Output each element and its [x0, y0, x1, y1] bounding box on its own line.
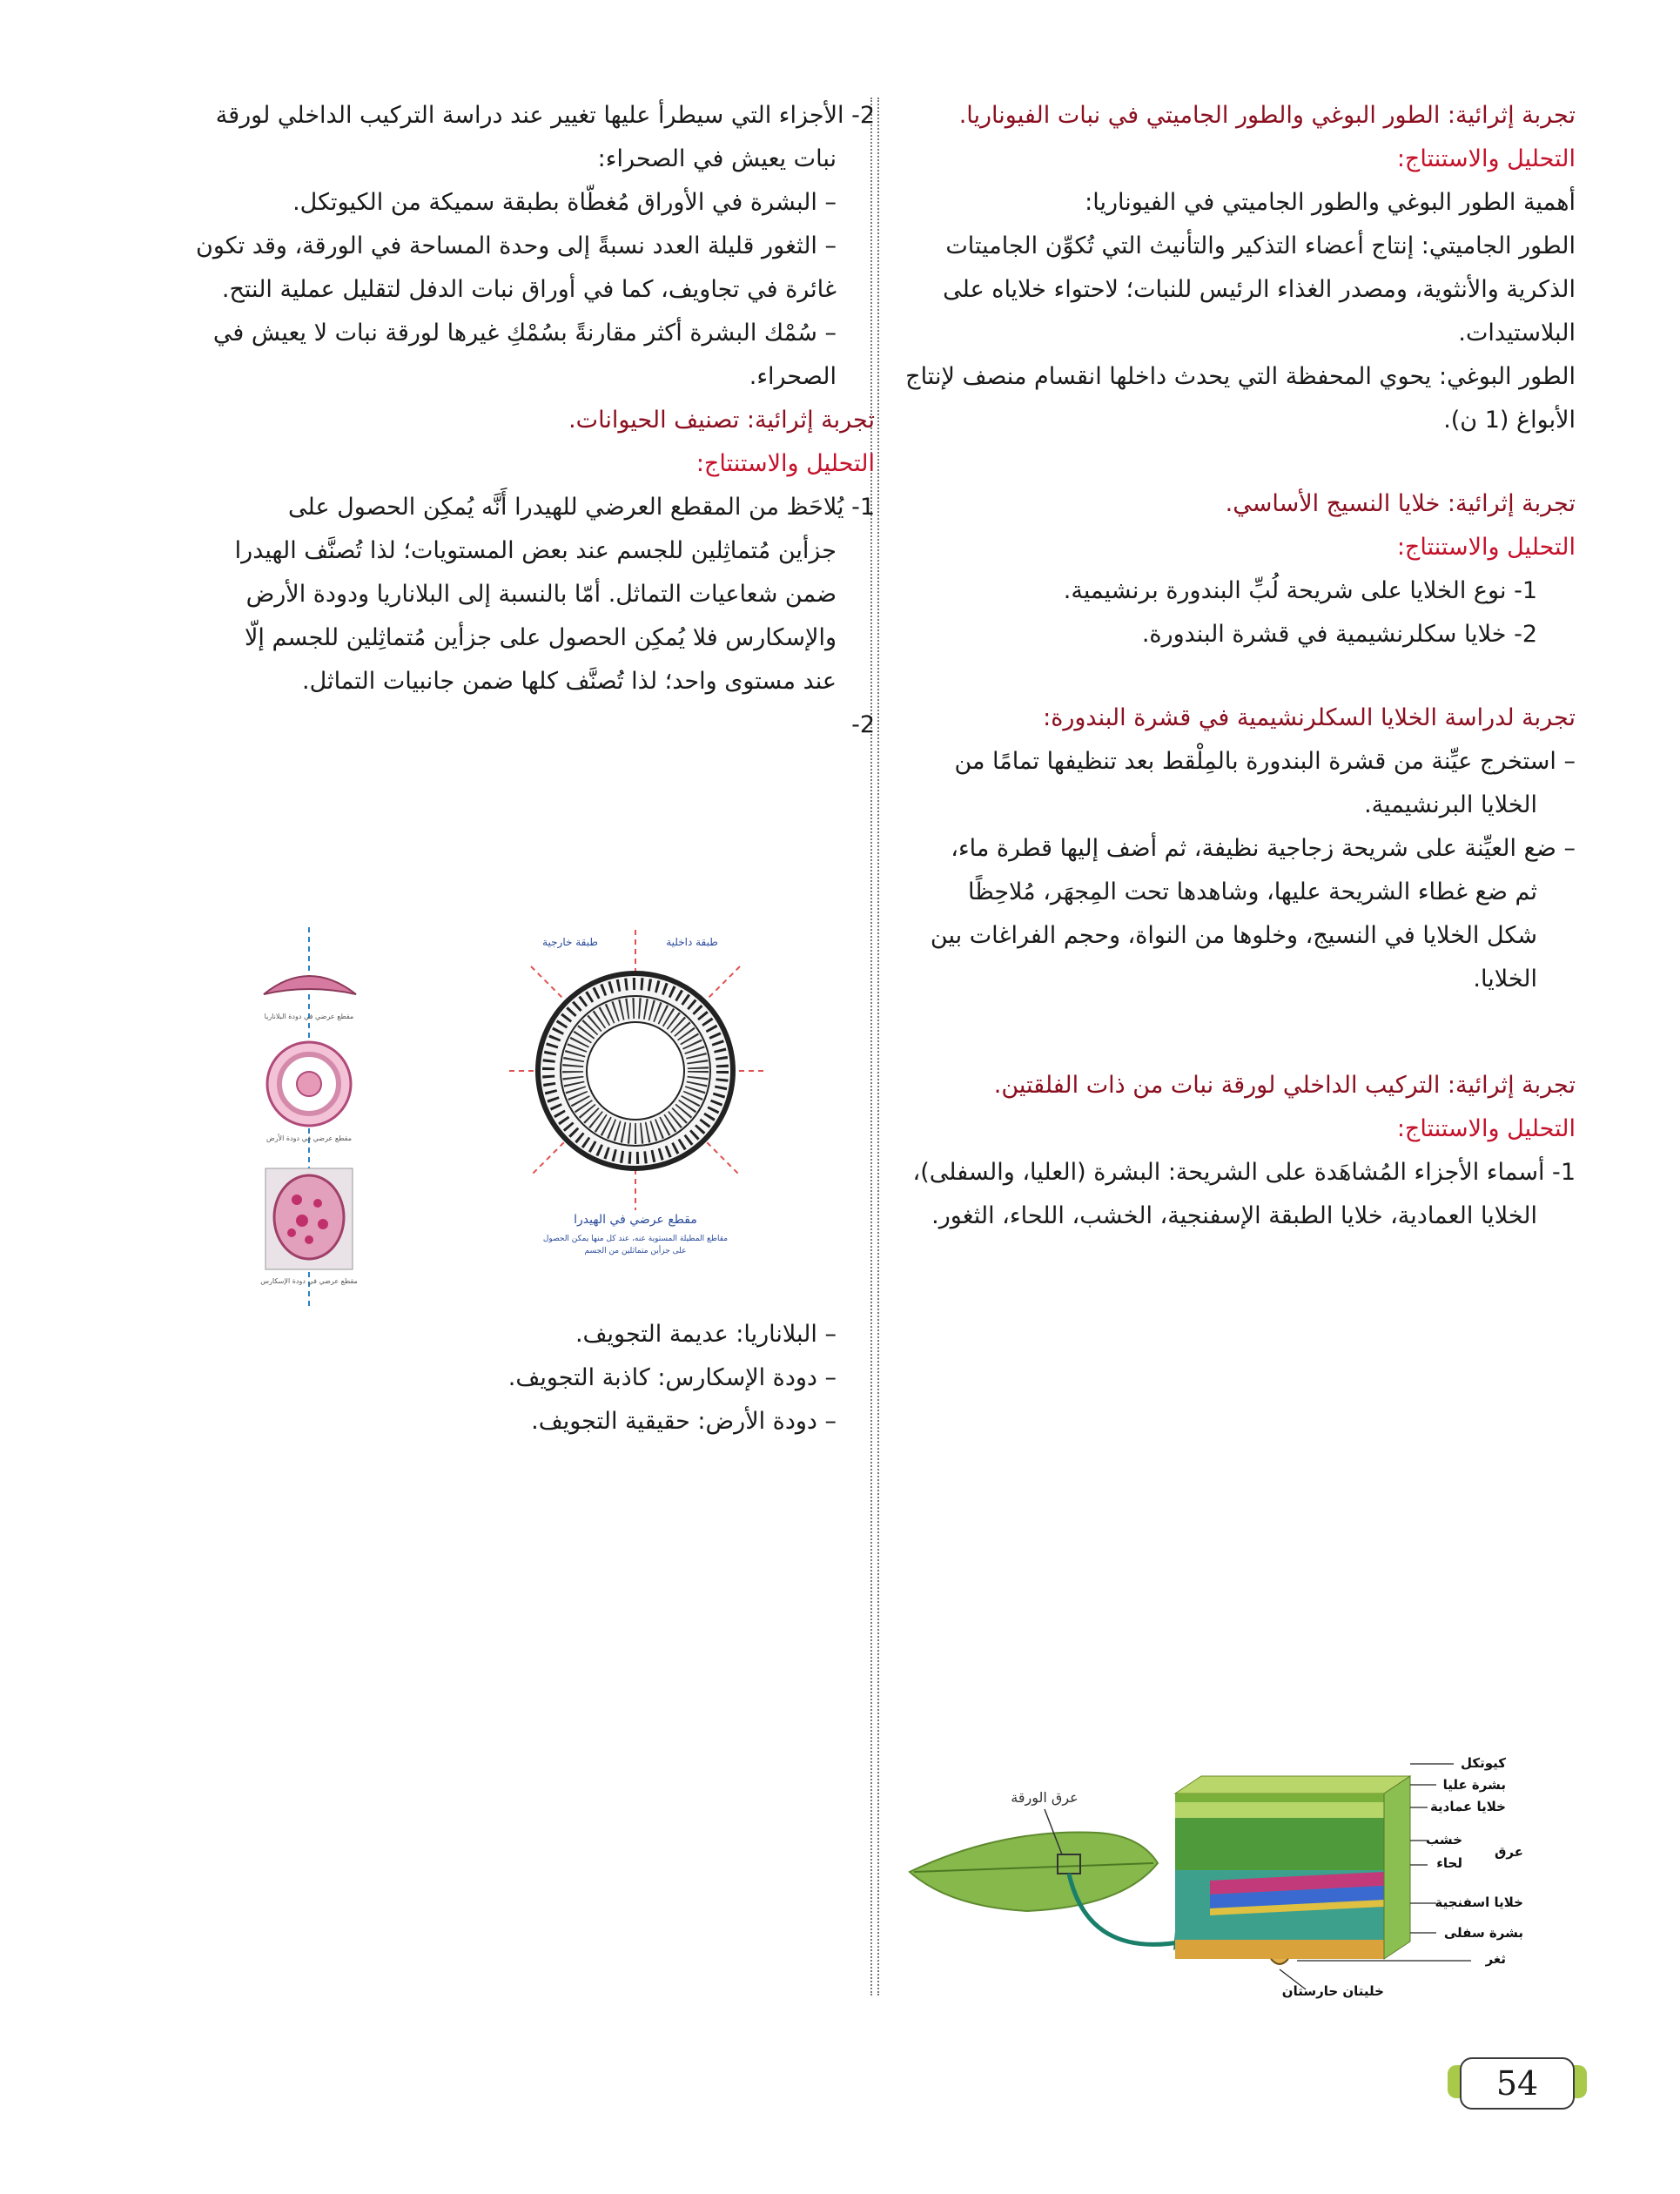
leaf-cross-section-block [1175, 1776, 1410, 1964]
text-line: الخلايا. [1473, 966, 1537, 993]
text-line: جزأين مُتماثِلين للجسم عند بعض المستويات؛ لذا تُصنَّف الهيدرا [234, 537, 837, 564]
text-line: ثم ضع غطاء الشريحة عليها، وشاهدها تحت المِجهَر، مُلاحِظًا [967, 878, 1537, 905]
list-item: – دودة الإسكارس: كاذبة التجويف. [507, 1364, 837, 1391]
phloem-label: لحاء [1436, 1855, 1462, 1871]
text-line: – الثغور قليلة العدد نسبةً إلى وحدة المساحة في الورقة، وقد تكون [195, 232, 837, 259]
text-line: – سُمْك البشرة أكثر مقارنةً بسُمْكِ غيرها لورقة نبات لا يعيش في [212, 320, 837, 347]
planaria-caption: مقطع عرضي في دودة البلاناريا [264, 1013, 354, 1020]
text-line: 1- يُلاحَظ من المقطع العرضي للهيدرا أَنَّه يُمكِن الحصول على [288, 494, 875, 521]
text-line: نبات يعيش في الصحراء: [597, 145, 837, 172]
section-title: تجربة إثرائية: الطور البوغي والطور الجاميتي في نبات الفيوناريا. [958, 102, 1576, 129]
list-item: – دودة الأرض: حقيقية التجويف. [531, 1408, 837, 1435]
page-number: 54 [1460, 2057, 1575, 2110]
outer-layer-label: طبقة خارجية [542, 936, 598, 948]
text-line: الأبواغ (1 ن). [1443, 407, 1576, 434]
upper-epidermis-label: بشرة عليا [1442, 1777, 1506, 1793]
text-line: الخلايا البرنشيمية. [1364, 791, 1537, 818]
analysis-heading: التحليل والاستنتاج: [1396, 1115, 1576, 1142]
text-line: 1- نوع الخلايا على شريحة لُبِّ البندورة برنشيمية. [1063, 577, 1537, 604]
list-item: – البلاناريا: عديمة التجويف. [575, 1321, 837, 1348]
planaria-section [264, 976, 356, 994]
palisade-label: خلايا عمادية [1429, 1799, 1506, 1814]
text-line: 1- أسماء الأجزاء المُشاهَدة على الشريحة: البشرة (العليا، والسفلى)، [912, 1159, 1576, 1186]
gastrovascular-cavity [587, 1022, 684, 1120]
text-line: – ضع العيِّنة على شريحة زجاجية نظيفة، ثم أضف إليها قطرة ماء، [951, 835, 1576, 862]
analysis-heading: التحليل والاستنتاج: [696, 450, 875, 477]
coelom-list [161, 1313, 875, 1444]
analysis-heading: التحليل والاستنتاج: [1396, 145, 1576, 172]
text-line: 2- خلايا سكلرنشيمية في قشرة البندورة. [1141, 621, 1537, 648]
text-line: الطور البوغي: يحوي المحفظة التي يحدث داخلها انقسام منصف لإنتاج [905, 363, 1576, 390]
vein-label: عرق الورقة [1011, 1789, 1079, 1806]
text-line: البلاستيدات. [1458, 320, 1576, 347]
xylem-label: خشب [1426, 1832, 1462, 1847]
stoma-label: ثغر [1485, 1951, 1506, 1967]
text-line: شكل الخلايا في النسيج، وخلوها من النواة، وحجم الفراغات بين [930, 922, 1537, 949]
lower-epidermis-layer [1175, 1940, 1384, 1959]
text-line: والإسكارس فلا يُمكِن الحصول على جزأين مُتماثِلين للجسم إلّا [245, 624, 837, 651]
upper-epidermis-layer [1175, 1802, 1384, 1818]
cuticle-layer [1175, 1794, 1384, 1802]
guard-cells-label: خليتان حارستان [1281, 1983, 1384, 1999]
inner-layer-label: طبقة داخلية [666, 936, 718, 948]
left-column [161, 94, 875, 747]
text-line: 2- الأجزاء التي سيطرأ عليها تغيير عند دراسة التركيب الداخلي لورقة [215, 102, 875, 129]
figure-marker: 2- [851, 711, 875, 738]
text-line: الطور الجاميتي: إنتاج أعضاء التذكير والتأنيث التي تُكوِّن الجاميتات [945, 232, 1576, 259]
text-line: ضمن شعاعيات التماثل. أمّا بالنسبة إلى البلاناريا ودودة الأرض [245, 581, 837, 608]
ascaris-section [274, 1175, 344, 1259]
cuticle-label: كيوتكل [1461, 1755, 1506, 1771]
ascaris-caption: مقطع عرضي في دودة الإسكارس [260, 1277, 358, 1285]
hydra-caption: مقطع عرضي في الهيدرا [574, 1213, 697, 1227]
section-title: تجربة إثرائية: خلايا النسيج الأساسي. [1225, 490, 1576, 517]
section-title: تجربة إثرائية: التركيب الداخلي لورقة نبات من ذات الفلقتين. [993, 1072, 1576, 1099]
lower-epidermis-label: بشرة سفلى [1443, 1925, 1523, 1941]
text-line: غائرة في تجاويف، كما في أوراق نبات الدفل لتقليل عملية النتح. [221, 276, 837, 303]
hydra-note: على جزأين متماثلين من الجسم [584, 1247, 687, 1255]
text-line: عند مستوى واحد؛ لذا تُصنَّف كلها ضمن جانبيات التماثل. [302, 668, 837, 695]
text-line: الذكرية والأنثوية، ومصدر الغذاء الرئيس للنبات؛ لاحتواء خلاياه على [943, 276, 1576, 303]
earthworm-caption: مقطع عرضي في دودة الأرض [266, 1134, 352, 1142]
palisade-layer [1175, 1818, 1384, 1870]
vein-block-label: عرق [1495, 1844, 1523, 1860]
hydra-cross-section-figure [505, 923, 862, 1289]
section-title: تجربة إثرائية: تصنيف الحيوانات. [568, 407, 875, 434]
analysis-heading: التحليل والاستنتاج: [1396, 534, 1576, 561]
text-line: أهمية الطور البوغي والطور الجاميتي في الفيوناريا: [1085, 189, 1576, 216]
text-line: الخلايا العمادية، خلايا الطبقة الإسفنجية، الخشب، اللحاء، الثغور. [931, 1202, 1537, 1229]
text-line: – البشرة في الأوراق مُغطّاة بطبقة سميكة من الكيوتكل. [292, 189, 837, 216]
section-title: تجربة لدراسة الخلايا السكلرنشيمية في قشرة البندورة: [1043, 704, 1576, 731]
text-line: – استخرج عيِّنة من قشرة البندورة بالمِلْقط بعد تنظيفها تمامًا من [954, 748, 1576, 775]
worm-cross-sections-figure [170, 923, 492, 1315]
right-column [897, 94, 1576, 1238]
hydra-note: مقاطع المطيلة المستوية عنه، عند كل منها يمكن الحصول [542, 1235, 729, 1243]
spongy-label: خلايا اسفنجية [1435, 1895, 1523, 1910]
text-line: الصحراء. [749, 363, 837, 390]
leaf-structure-figure [897, 1741, 1584, 2020]
